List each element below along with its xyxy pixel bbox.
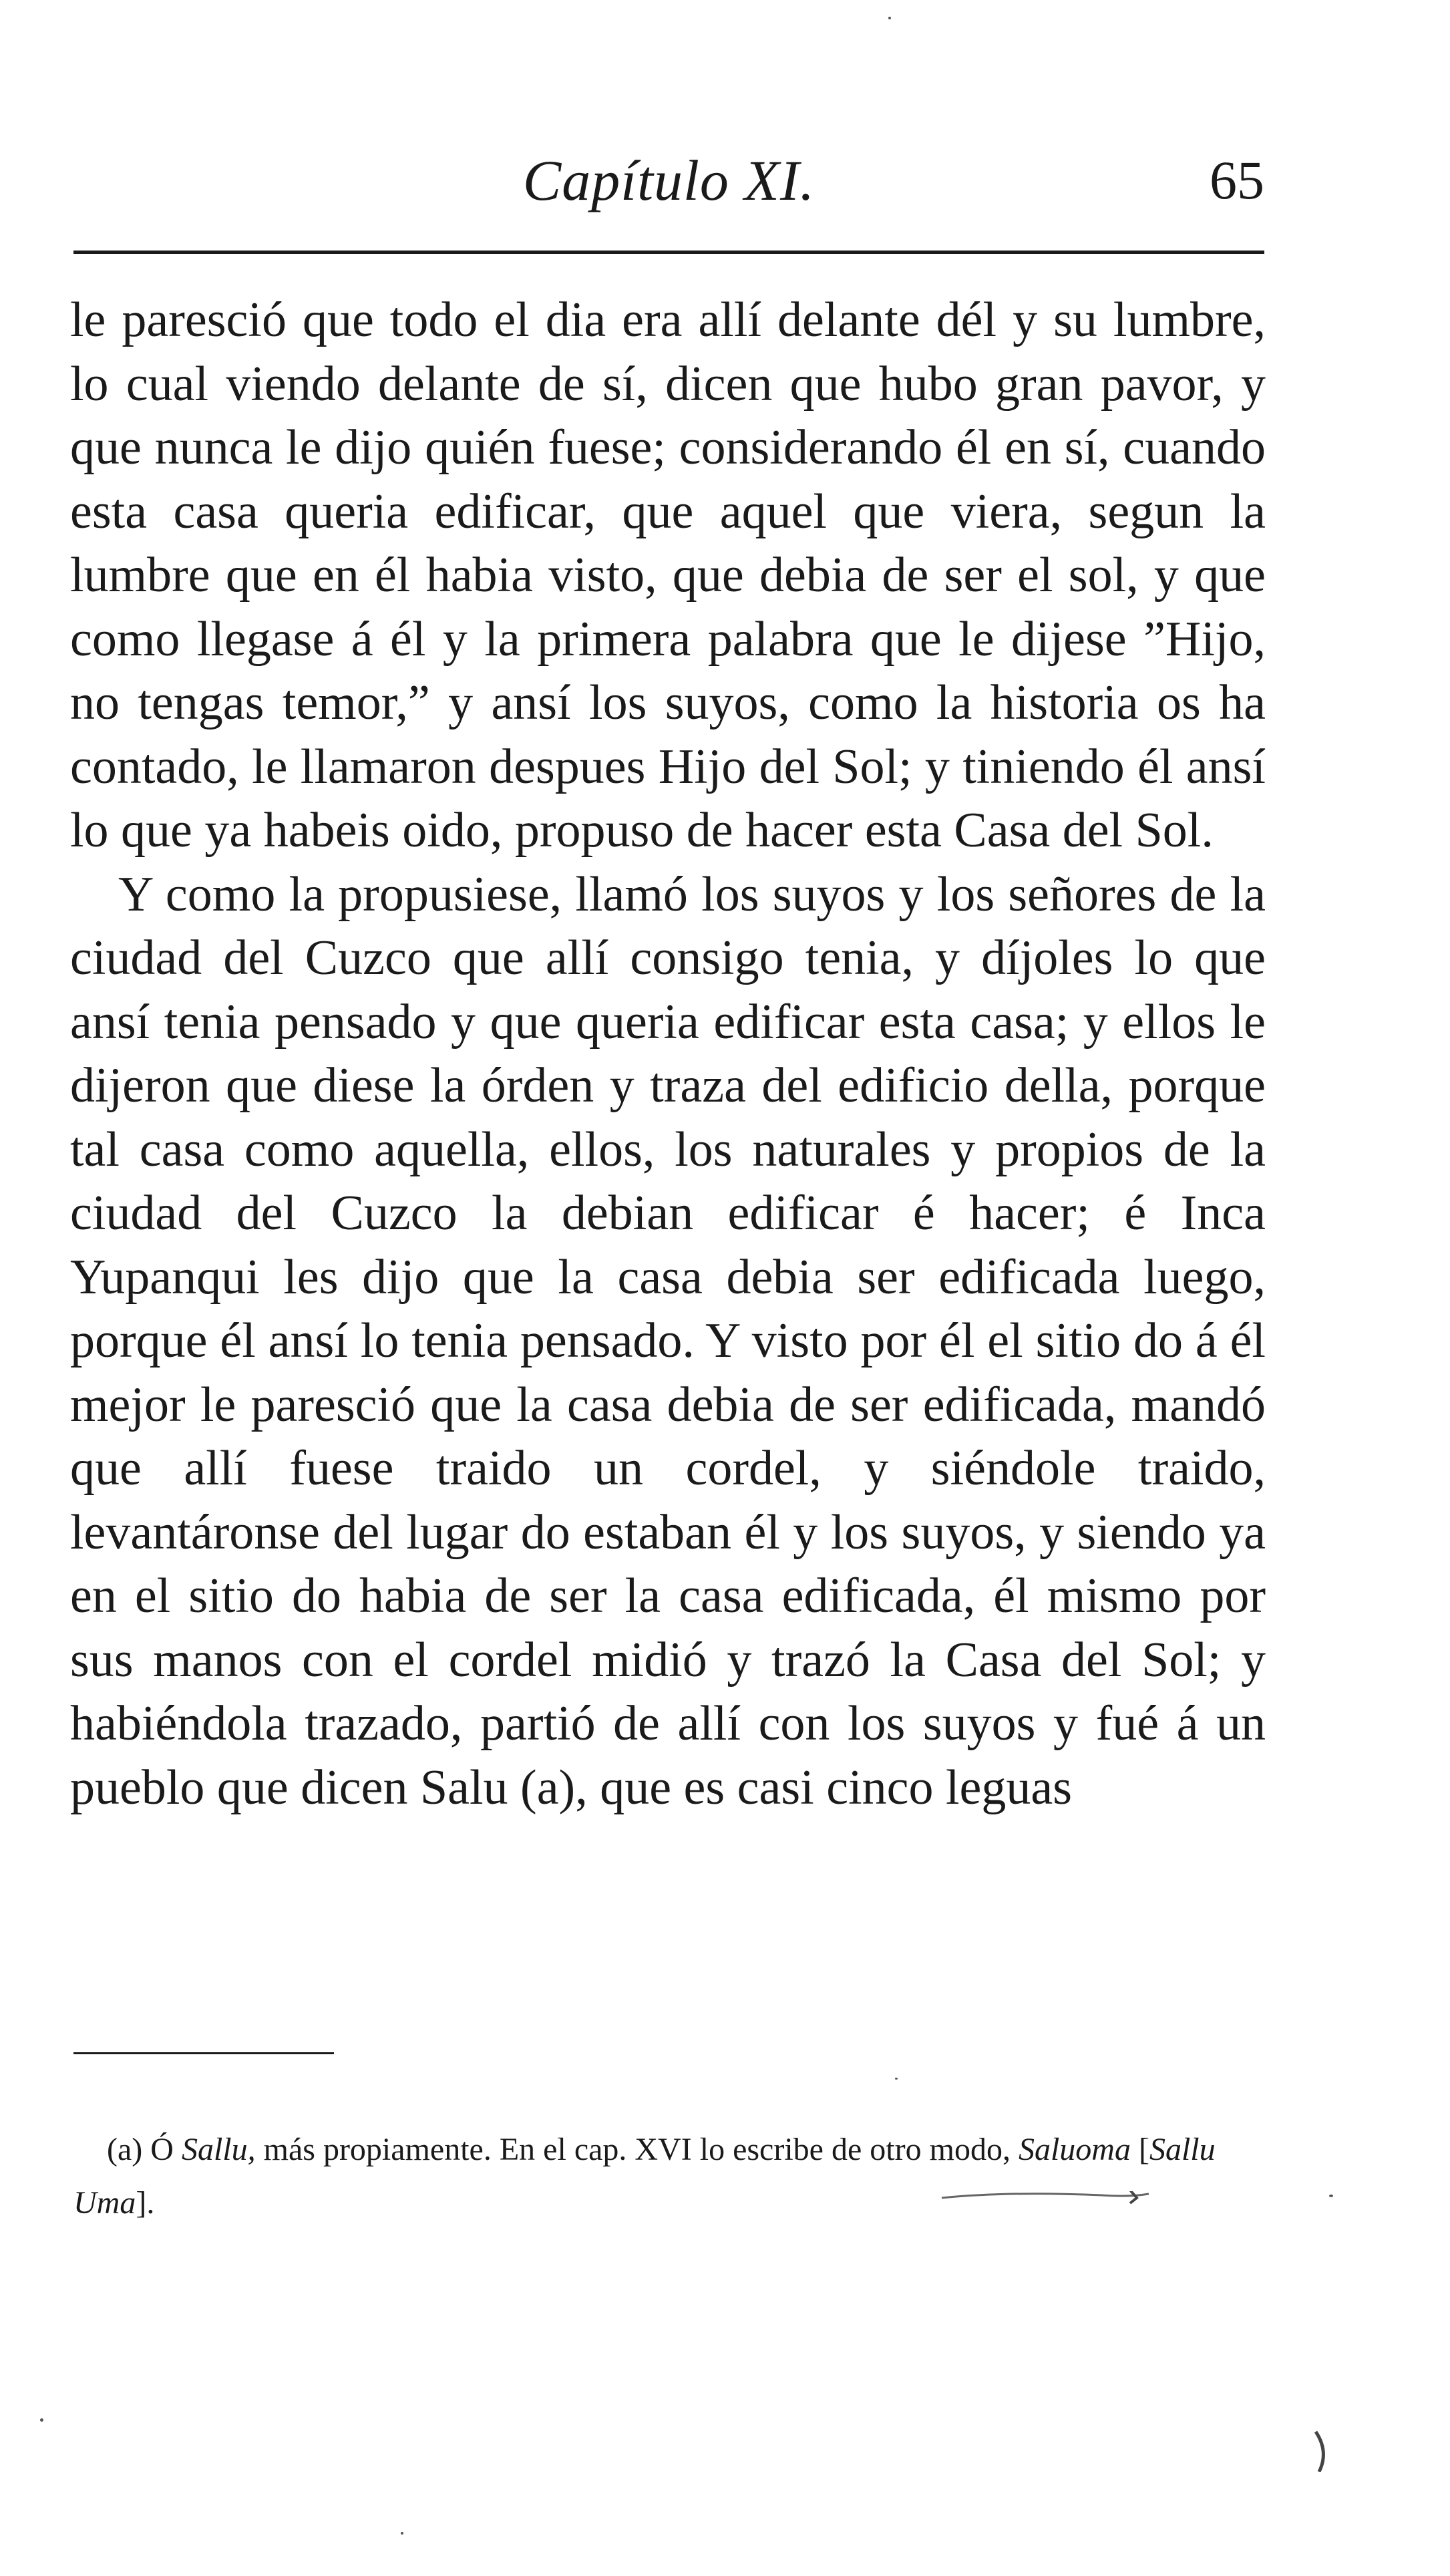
paragraph-1: le paresció que todo el dia era allí delante dél y su lumbre, lo cual viendo delante de sí, dicen que hubo gran pavor, y que nunca le dijo quién fuese; considerando él en sí, cuando esta casa queria edificar, que aquel que viera, segun la lumbre que en él habia visto, que debia de ser el sol, y que como llegase á él y la primera palabra que le dijese ”Hijo, no tengas temor,” y ansí los suyos, como la historia os ha contado, le llamaron despues Hijo del Sol; y tiniendo él ansí lo que ya habeis oido, propuso de hacer esta Casa del Sol. (70, 293, 1266, 858)
footnote-marker: (a) (107, 2132, 143, 2167)
footnote-bracket-open: [ (1138, 2132, 1149, 2167)
main-text (70, 289, 1266, 1820)
pencil-dash (942, 2194, 1149, 2198)
paper-speck (40, 2418, 43, 2422)
pencil-bracket (1316, 2432, 1323, 2472)
pencil-mark-5 (1129, 2191, 1137, 2203)
footnote-name-sallu: Sallu, (181, 2132, 256, 2167)
footnote-text-2: más propiamente. En el cap. XVI lo escribe de otro modo, (263, 2132, 1011, 2167)
footnote-name-sallu-uma: Sallu Uma (73, 2132, 1216, 2221)
paper-speck (888, 17, 891, 19)
footnote-rule (73, 2052, 334, 2054)
footnote-text-1: Ó (150, 2132, 174, 2167)
header-rule (73, 251, 1264, 254)
paper-speck (401, 2532, 403, 2535)
page-header (73, 144, 1264, 217)
footnote-bracket-close: ]. (136, 2185, 155, 2221)
footnote-name-saluoma: Saluoma (1018, 2132, 1131, 2167)
paragraph-2: Y como la propusiese, llamó los suyos y los señores de la ciudad del Cuzco que allí consigo tenia, y díjoles lo que ansí tenia pensado y que queria edificar esta casa; y ellos le dijeron que diese la órden y traza del edificio della, porque tal casa como aquella, ellos, los naturales y propios de la ciudad del Cuzco la debian edificar é hacer; é Inca Yupanqui les dijo que la casa debia ser edificada luego, porque él ansí lo tenia pensado. Y visto por él el sitio do á él mejor le paresció que la casa debia de ser edificada, mandó que allí fuese traido un cordel, y siéndole traido, levantáronse del lugar do estaban él y los suyos, y siendo ya en el sitio do habia de ser la casa edificada, él mismo por sus manos con el cordel midió y trazó la Casa del Sol; y habiéndola trazado, partió de allí con los suyos y fué á un pueblo que dicen Salu (a), que es casi cinco leguas (70, 866, 1266, 1815)
pencil-marks (928, 2191, 1396, 2472)
paper-speck (1329, 2195, 1333, 2197)
paper-speck (895, 2078, 898, 2080)
page-number: 65 (1210, 150, 1264, 210)
running-title: Capítulo XI. (522, 148, 815, 212)
